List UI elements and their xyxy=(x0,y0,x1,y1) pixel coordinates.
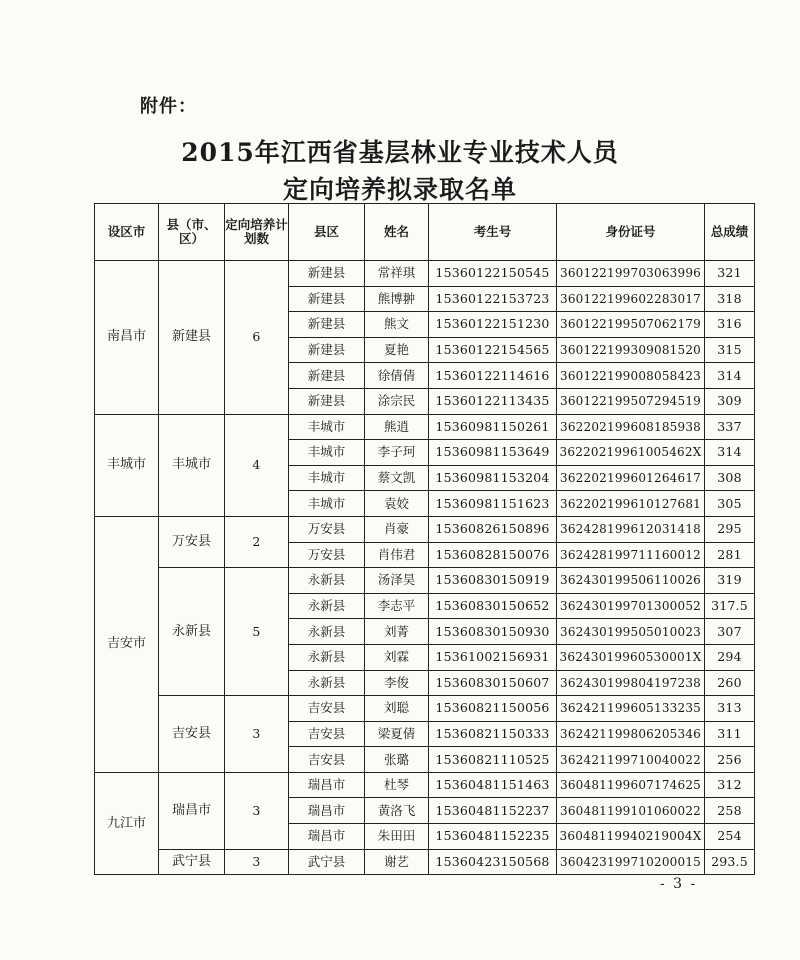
exam-no-cell: 15360981153649 xyxy=(429,440,557,466)
district-cell: 丰城市 xyxy=(289,440,365,466)
score-cell: 293.5 xyxy=(705,849,755,875)
exam-no-cell: 15360821150056 xyxy=(429,696,557,722)
header-name: 姓名 xyxy=(365,204,429,261)
score-cell: 314 xyxy=(705,440,755,466)
id-no-cell: 362421199806205346 xyxy=(557,721,705,747)
quota-cell: 5 xyxy=(225,568,289,696)
table-row xyxy=(95,414,755,440)
district-cell: 永新县 xyxy=(289,644,365,670)
quota-cell: 3 xyxy=(225,772,289,849)
exam-no-cell: 15360481151463 xyxy=(429,772,557,798)
exam-no-cell: 15360830150607 xyxy=(429,670,557,696)
id-no-cell: 362430199506110026 xyxy=(557,568,705,594)
score-cell: 311 xyxy=(705,721,755,747)
id-no-cell: 360481199607174625 xyxy=(557,772,705,798)
table-row xyxy=(95,261,755,287)
exam-no-cell: 15360122151230 xyxy=(429,312,557,338)
id-no-cell: 36243019960530001X xyxy=(557,644,705,670)
name-cell: 谢艺 xyxy=(365,849,429,875)
header-quota: 定向培养计划数 xyxy=(225,204,289,261)
score-cell: 319 xyxy=(705,568,755,594)
header-county: 县（市、区） xyxy=(159,204,225,261)
exam-no-cell: 15360481152237 xyxy=(429,798,557,824)
exam-no-cell: 15360122114616 xyxy=(429,363,557,389)
exam-no-cell: 15360821110525 xyxy=(429,747,557,773)
county-cell: 瑞昌市 xyxy=(159,772,225,849)
id-no-cell: 362430199701300052 xyxy=(557,593,705,619)
exam-no-cell: 15360826150896 xyxy=(429,516,557,542)
name-cell: 徐倩倩 xyxy=(365,363,429,389)
name-cell: 梁夏倩 xyxy=(365,721,429,747)
score-cell: 305 xyxy=(705,491,755,517)
score-cell: 321 xyxy=(705,261,755,287)
id-no-cell: 360122199602283017 xyxy=(557,286,705,312)
district-cell: 丰城市 xyxy=(289,491,365,517)
name-cell: 李俊 xyxy=(365,670,429,696)
county-cell: 万安县 xyxy=(159,516,225,567)
score-cell: 315 xyxy=(705,337,755,363)
name-cell: 李子珂 xyxy=(365,440,429,466)
district-cell: 永新县 xyxy=(289,593,365,619)
score-cell: 309 xyxy=(705,388,755,414)
header-exam-no: 考生号 xyxy=(429,204,557,261)
score-cell: 281 xyxy=(705,542,755,568)
county-cell: 丰城市 xyxy=(159,414,225,516)
name-cell: 熊博翀 xyxy=(365,286,429,312)
exam-no-cell: 15360830150919 xyxy=(429,568,557,594)
exam-no-cell: 15360122154565 xyxy=(429,337,557,363)
district-cell: 万安县 xyxy=(289,542,365,568)
quota-cell: 2 xyxy=(225,516,289,567)
exam-no-cell: 15361002156931 xyxy=(429,644,557,670)
county-cell: 武宁县 xyxy=(159,849,225,875)
district-cell: 吉安县 xyxy=(289,696,365,722)
score-cell: 316 xyxy=(705,312,755,338)
admission-roster-table xyxy=(94,203,755,875)
id-no-cell: 36220219961005462X xyxy=(557,440,705,466)
id-no-cell: 360122199309081520 xyxy=(557,337,705,363)
attachment-label: 附件： xyxy=(140,96,197,117)
exam-no-cell: 15360122113435 xyxy=(429,388,557,414)
name-cell: 刘菁 xyxy=(365,619,429,645)
district-cell: 吉安县 xyxy=(289,747,365,773)
district-cell: 丰城市 xyxy=(289,414,365,440)
name-cell: 蔡文凯 xyxy=(365,465,429,491)
header-district: 县区 xyxy=(289,204,365,261)
id-no-cell: 362430199505010023 xyxy=(557,619,705,645)
score-cell: 294 xyxy=(705,644,755,670)
document-title-line-2: 定向培养拟录取名单 xyxy=(282,175,517,204)
exam-no-cell: 15360830150652 xyxy=(429,593,557,619)
score-cell: 254 xyxy=(705,824,755,850)
name-cell: 熊文 xyxy=(365,312,429,338)
id-no-cell: 360122199703063996 xyxy=(557,261,705,287)
name-cell: 袁姣 xyxy=(365,491,429,517)
district-cell: 新建县 xyxy=(289,261,365,287)
score-cell: 260 xyxy=(705,670,755,696)
district-cell: 永新县 xyxy=(289,619,365,645)
table-row xyxy=(95,849,755,875)
score-cell: 258 xyxy=(705,798,755,824)
exam-no-cell: 15360122150545 xyxy=(429,261,557,287)
quota-cell: 6 xyxy=(225,261,289,415)
document-title-line-1: 2015年江西省基层林业专业技术人员 xyxy=(181,138,619,167)
exam-no-cell: 15360981150261 xyxy=(429,414,557,440)
name-cell: 杜琴 xyxy=(365,772,429,798)
table-row xyxy=(95,568,755,594)
score-cell: 308 xyxy=(705,465,755,491)
name-cell: 朱田田 xyxy=(365,824,429,850)
exam-no-cell: 15360981153204 xyxy=(429,465,557,491)
exam-no-cell: 15360830150930 xyxy=(429,619,557,645)
score-cell: 307 xyxy=(705,619,755,645)
score-cell: 318 xyxy=(705,286,755,312)
county-cell: 永新县 xyxy=(159,568,225,696)
county-cell: 吉安县 xyxy=(159,696,225,773)
id-no-cell: 360481199101060022 xyxy=(557,798,705,824)
table-row xyxy=(95,696,755,722)
district-cell: 武宁县 xyxy=(289,849,365,875)
name-cell: 常祥琪 xyxy=(365,261,429,287)
district-cell: 新建县 xyxy=(289,286,365,312)
name-cell: 熊逍 xyxy=(365,414,429,440)
score-cell: 314 xyxy=(705,363,755,389)
exam-no-cell: 15360828150076 xyxy=(429,542,557,568)
id-no-cell: 362430199804197238 xyxy=(557,670,705,696)
score-cell: 317.5 xyxy=(705,593,755,619)
quota-cell: 4 xyxy=(225,414,289,516)
district-cell: 永新县 xyxy=(289,670,365,696)
id-no-cell: 362202199608185938 xyxy=(557,414,705,440)
city-cell: 南昌市 xyxy=(95,261,159,415)
name-cell: 汤泽昊 xyxy=(365,568,429,594)
score-cell: 313 xyxy=(705,696,755,722)
city-cell: 丰城市 xyxy=(95,414,159,516)
score-cell: 295 xyxy=(705,516,755,542)
id-no-cell: 362428199612031418 xyxy=(557,516,705,542)
id-no-cell: 360122199507062179 xyxy=(557,312,705,338)
district-cell: 新建县 xyxy=(289,337,365,363)
exam-no-cell: 15360423150568 xyxy=(429,849,557,875)
page-number: - 3 - xyxy=(660,876,698,892)
id-no-cell: 362421199710040022 xyxy=(557,747,705,773)
exam-no-cell: 15360481152235 xyxy=(429,824,557,850)
exam-no-cell: 15360981151623 xyxy=(429,491,557,517)
district-cell: 丰城市 xyxy=(289,465,365,491)
name-cell: 夏艳 xyxy=(365,337,429,363)
id-no-cell: 360122199507294519 xyxy=(557,388,705,414)
id-no-cell: 36048119940219004X xyxy=(557,824,705,850)
district-cell: 万安县 xyxy=(289,516,365,542)
header-city: 设区市 xyxy=(95,204,159,261)
header-score: 总成绩 xyxy=(705,204,755,261)
city-cell: 吉安市 xyxy=(95,516,159,772)
name-cell: 肖豪 xyxy=(365,516,429,542)
table-body xyxy=(95,261,755,875)
id-no-cell: 362421199605133235 xyxy=(557,696,705,722)
id-no-cell: 362202199610127681 xyxy=(557,491,705,517)
county-cell: 新建县 xyxy=(159,261,225,415)
name-cell: 刘聪 xyxy=(365,696,429,722)
city-cell: 九江市 xyxy=(95,772,159,874)
name-cell: 李志平 xyxy=(365,593,429,619)
table-row xyxy=(95,516,755,542)
district-cell: 永新县 xyxy=(289,568,365,594)
name-cell: 黄洛飞 xyxy=(365,798,429,824)
district-cell: 新建县 xyxy=(289,388,365,414)
quota-cell: 3 xyxy=(225,849,289,875)
id-no-cell: 362202199601264617 xyxy=(557,465,705,491)
district-cell: 吉安县 xyxy=(289,721,365,747)
name-cell: 肖伟君 xyxy=(365,542,429,568)
exam-no-cell: 15360122153723 xyxy=(429,286,557,312)
name-cell: 刘霖 xyxy=(365,644,429,670)
quota-cell: 3 xyxy=(225,696,289,773)
table-row xyxy=(95,772,755,798)
id-no-cell: 360122199008058423 xyxy=(557,363,705,389)
score-cell: 337 xyxy=(705,414,755,440)
name-cell: 涂宗民 xyxy=(365,388,429,414)
score-cell: 312 xyxy=(705,772,755,798)
district-cell: 瑞昌市 xyxy=(289,798,365,824)
score-cell: 256 xyxy=(705,747,755,773)
district-cell: 新建县 xyxy=(289,312,365,338)
district-cell: 瑞昌市 xyxy=(289,772,365,798)
exam-no-cell: 15360821150333 xyxy=(429,721,557,747)
id-no-cell: 360423199710200015 xyxy=(557,849,705,875)
district-cell: 瑞昌市 xyxy=(289,824,365,850)
header-id-no: 身份证号 xyxy=(557,204,705,261)
name-cell: 张璐 xyxy=(365,747,429,773)
id-no-cell: 362428199711160012 xyxy=(557,542,705,568)
district-cell: 新建县 xyxy=(289,363,365,389)
table-header-row xyxy=(95,204,755,261)
